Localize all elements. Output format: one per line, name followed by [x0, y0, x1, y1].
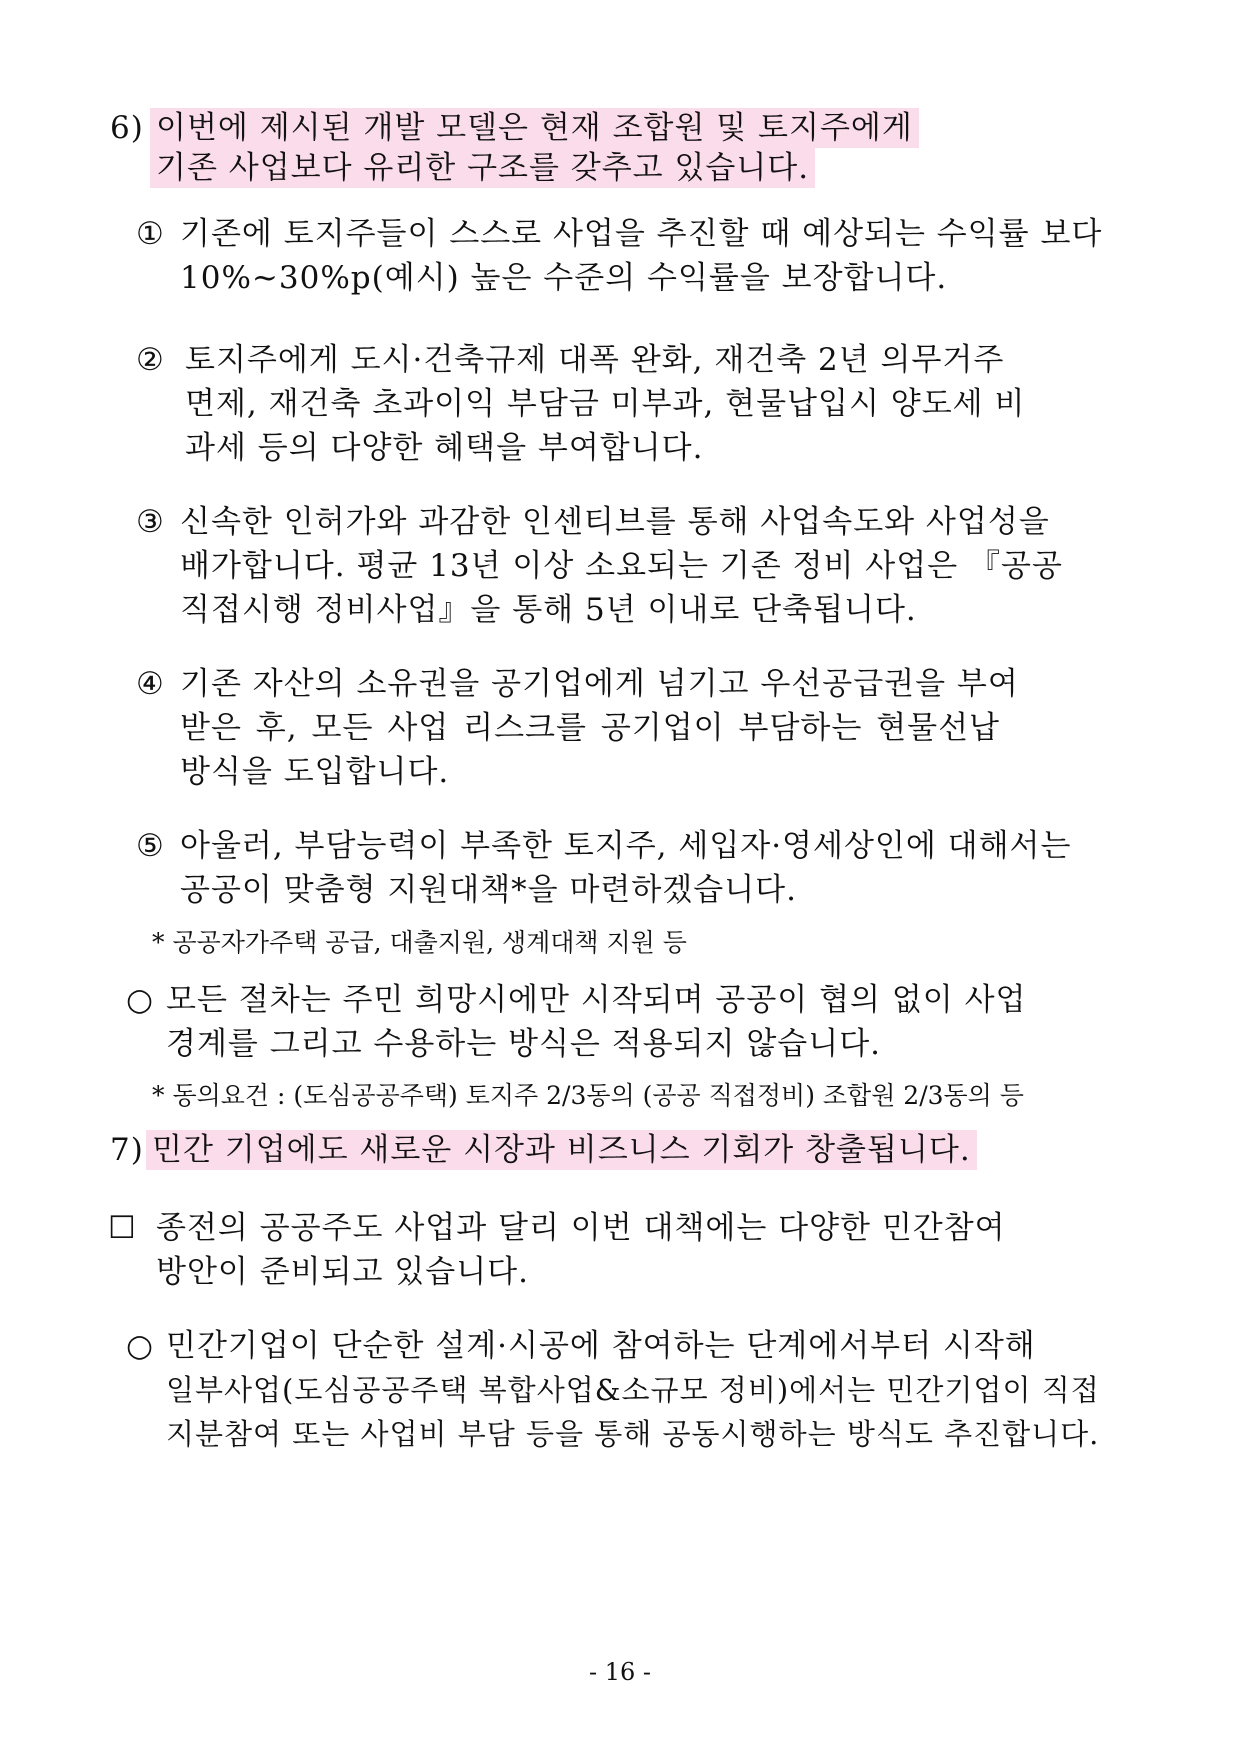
bullet-2-line1: 민간기업이 단순한 설계·시공에 참여하는 단계에서부터 시작해 [166, 1328, 1036, 1364]
footnote-2: * 동의요건 : (도심공공주택) 토지주 2/3동의 (공공 직접정비) 조합원 2/3동의 등 [152, 1081, 1024, 1110]
section-7-marker: 7) [110, 1132, 144, 1168]
section-6-heading-line1: 이번에 제시된 개발 모델은 현재 조합원 및 토지주에게 [150, 108, 919, 148]
item-5-marker: ⑤ [136, 828, 165, 864]
item-3-line2: 배가합니다. 평균 13년 이상 소요되는 기존 정비 사업은 『공공 [180, 548, 1063, 584]
item-1-marker: ① [136, 216, 165, 252]
item-4-marker: ④ [136, 666, 165, 702]
section-7-heading: 민간 기업에도 새로운 시장과 비즈니스 기회가 창출됩니다. [146, 1130, 977, 1170]
item-1-line1: 기존에 토지주들이 스스로 사업을 추진할 때 예상되는 수익률 보다 [180, 216, 1103, 252]
footnote-1: * 공공자가주택 공급, 대출지원, 생계대책 지원 등 [152, 928, 687, 957]
item-2-line2: 면제, 재건축 초과이익 부담금 미부과, 현물납입시 양도세 비 [185, 386, 1026, 422]
box-marker: ☐ [108, 1210, 137, 1246]
item-4-line3: 방식을 도입합니다. [180, 754, 450, 790]
bullet-2-marker: ○ [126, 1328, 155, 1364]
item-4-line1: 기존 자산의 소유권을 공기업에게 넘기고 우선공급권을 부여 [180, 666, 1019, 702]
item-2-marker: ② [136, 342, 165, 378]
bullet-1-line1: 모든 절차는 주민 희망시에만 시작되며 공공이 협의 없이 사업 [166, 982, 1027, 1018]
item-5-line1: 아울러, 부담능력이 부족한 토지주, 세입자·영세상인에 대해서는 [180, 828, 1072, 864]
item-2-line1: 토지주에게 도시·건축규제 대폭 완화, 재건축 2년 의무거주 [185, 342, 1005, 378]
item-3-line1: 신속한 인허가와 과감한 인센티브를 통해 사업속도와 사업성을 [180, 504, 1050, 540]
section-6-marker: 6) [110, 110, 144, 146]
item-2-line3: 과세 등의 다양한 혜택을 부여합니다. [185, 430, 704, 466]
bullet-1-marker: ○ [126, 982, 155, 1018]
box-line2: 방안이 준비되고 있습니다. [156, 1254, 529, 1290]
item-3-line3: 직접시행 정비사업』을 통해 5년 이내로 단축됩니다. [180, 592, 917, 628]
section-6-heading-line2: 기존 사업보다 유리한 구조를 갖추고 있습니다. [150, 148, 815, 188]
bullet-2-line2: 일부사업(도심공공주택 복합사업&소규모 정비)에서는 민간기업이 직접 [166, 1373, 1100, 1407]
item-3-marker: ③ [136, 504, 165, 540]
item-4-line2: 받은 후, 모든 사업 리스크를 공기업이 부담하는 현물선납 [180, 710, 1000, 746]
box-line1: 종전의 공공주도 사업과 달리 이번 대책에는 다양한 민간참여 [156, 1210, 1006, 1246]
page-number: - 16 - [588, 1658, 651, 1686]
item-1-line2: 10%~30%p(예시) 높은 수준의 수익률을 보장합니다. [180, 260, 948, 296]
bullet-1-line2: 경계를 그리고 수용하는 방식은 적용되지 않습니다. [166, 1026, 881, 1062]
bullet-2-line3: 지분참여 또는 사업비 부담 등을 통해 공동시행하는 방식도 추진합니다. [166, 1417, 1100, 1451]
item-5-line2: 공공이 맞춤형 지원대책*을 마련하겠습니다. [180, 872, 797, 908]
